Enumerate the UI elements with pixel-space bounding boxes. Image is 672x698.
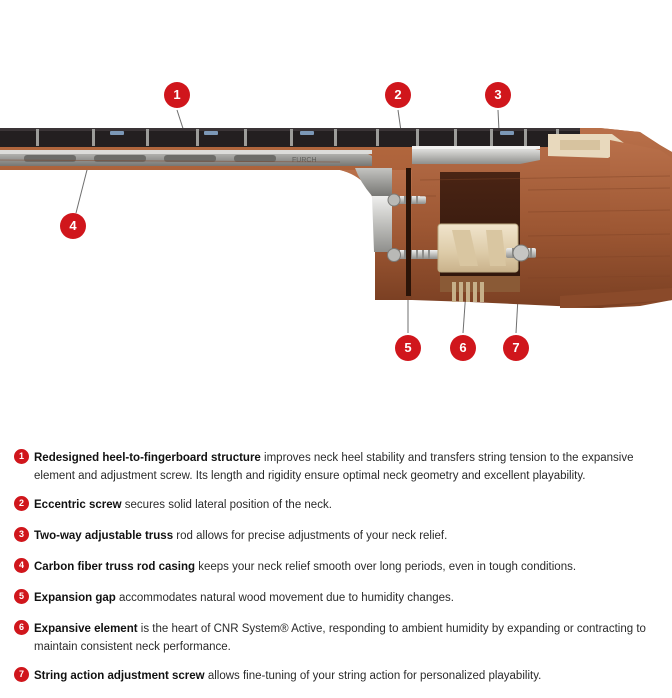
heel-reinforcement-rib: [355, 168, 392, 196]
callout-marker-1[interactable]: 1: [164, 82, 190, 108]
legend-number: 1: [14, 449, 29, 464]
expansive-element: [438, 224, 518, 272]
legend-term: Carbon fiber truss rod casing: [34, 561, 196, 573]
legend-term: Expansive element: [34, 623, 138, 635]
legend-description: rod allows for precise adjustments of your neck relief.: [173, 530, 448, 542]
callout-marker-6[interactable]: 6: [450, 335, 476, 361]
heel-support-bar: [372, 196, 392, 252]
channel-marking: FURCH: [292, 157, 317, 164]
legend-item: [0, 557, 672, 577]
legend-description: keeps your neck relief smooth over long periods, even in tough conditions.: [195, 561, 577, 573]
carbon-fiber-casing: [0, 150, 372, 154]
legend-text: [34, 623, 646, 653]
legend-item: [0, 495, 672, 515]
legend-number: 6: [14, 620, 29, 635]
legend-text: [34, 530, 447, 542]
body-right-contour: [610, 140, 672, 304]
legend-text: [34, 452, 634, 482]
legend-term: Eccentric screw: [34, 499, 122, 511]
legend-item: [0, 526, 672, 546]
legend-description: improves neck heel stability and transfers string tension to the expansive element and adjustment screw. Its length and rigidity ensure optimal neck geometry and excellent playability.: [34, 452, 634, 482]
legend-item: [0, 619, 672, 655]
legend-number: 3: [14, 527, 29, 542]
legend-text: [34, 499, 332, 511]
legend-item: [0, 588, 672, 608]
binding-inner: [560, 140, 600, 150]
legend-term: Expansion gap: [34, 592, 116, 604]
callout-marker-2[interactable]: 2: [385, 82, 411, 108]
callout-marker-5[interactable]: 5: [395, 335, 421, 361]
legend-description: secures solid lateral position of the neck.: [121, 499, 332, 511]
legend-item: [0, 448, 672, 484]
callout-marker-4[interactable]: 4: [60, 213, 86, 239]
callout-marker-7[interactable]: 7: [503, 335, 529, 361]
legend-number: 5: [14, 589, 29, 604]
legend-list: [0, 448, 672, 697]
legend-description: accommodates natural wood movement due to humidity changes.: [115, 592, 454, 604]
guitar-cutaway-body: [0, 128, 672, 308]
legend-item: [0, 666, 672, 686]
legend-number: 7: [14, 667, 29, 682]
legend-text: [34, 561, 576, 573]
legend-term: String action adjustment screw: [34, 670, 205, 682]
legend-term: Redesigned heel-to-fingerboard structure: [34, 452, 261, 464]
legend-term: Two-way adjustable truss: [34, 530, 174, 542]
legend-description: is the heart of CNR System® Active, responding to ambient humidity by expanding or contracting to maintain consistent neck performance.: [34, 623, 646, 653]
callout-marker-3[interactable]: 3: [485, 82, 511, 108]
truss-rod-highlight: [412, 146, 540, 149]
legend-text: [34, 670, 541, 682]
legend-description: allows fine-tuning of your string action for personalized playability.: [204, 670, 542, 682]
expansion-gap: [406, 168, 411, 296]
legend-text: [34, 592, 454, 604]
legend-number: 4: [14, 558, 29, 573]
legend-number: 2: [14, 496, 29, 511]
